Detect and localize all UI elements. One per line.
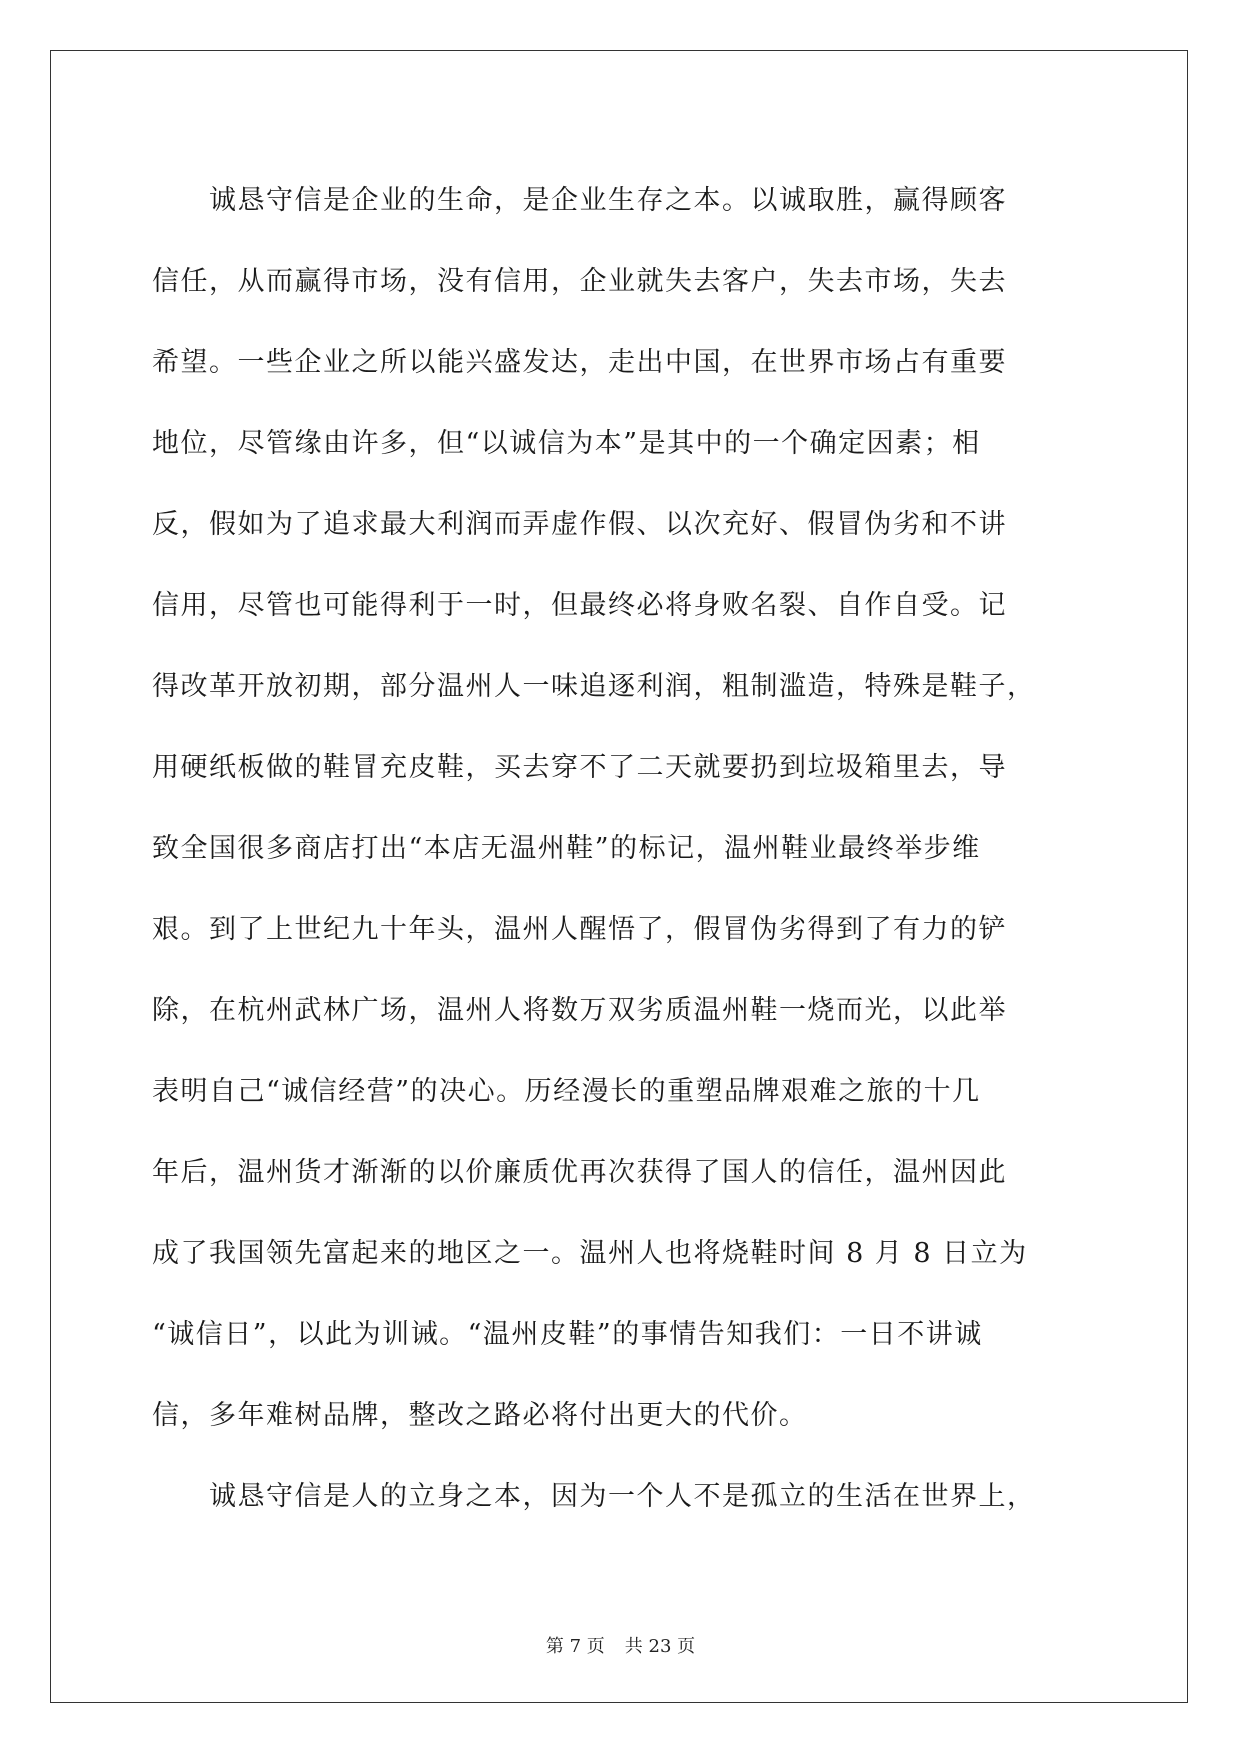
text-line: 表明自己“诚信经营”的决心。历经漫长的重塑品牌艰难之旅的十几 <box>152 1076 981 1107</box>
text-line: 信用，尽管也可能得利于一时，但最终必将身败名裂、自作自受。记 <box>152 590 1007 621</box>
text-line: 用硬纸板做的鞋冒充皮鞋，买去穿不了二天就要扔到垃圾箱里去，导 <box>152 752 1007 783</box>
text-line: 反，假如为了追求最大利润而弄虚作假、以次充好、假冒伪劣和不讲 <box>152 509 1007 540</box>
text-line: 艰。到了上世纪九十年头，温州人醒悟了，假冒伪劣得到了有力的铲 <box>152 914 1007 945</box>
page-number: 第 7 页 <box>545 1636 605 1657</box>
text-line: 成了我国领先富起来的地区之一。温州人也将烧鞋时间 8 月 8 日立为 <box>152 1238 1028 1269</box>
text-line: 年后，温州货才渐渐的以价廉质优再次获得了国人的信任，温州因此 <box>152 1157 1007 1188</box>
document-body <box>152 160 1092 1537</box>
text-line: 信，多年难树品牌，整改之路必将付出更大的代价。 <box>152 1400 808 1431</box>
text-line: “诚信日”，以此为训诫。“温州皮鞋”的事情告知我们：一日不讲诚 <box>152 1319 983 1350</box>
text-line: 致全国很多商店打出“本店无温州鞋”的标记，温州鞋业最终举步维 <box>152 833 981 864</box>
text-line: 希望。一些企业之所以能兴盛发达，走出中国，在世界市场占有重要 <box>152 347 1007 378</box>
text-line: 地位，尽管缘由许多，但“以诚信为本”是其中的一个确定因素；相 <box>152 428 981 459</box>
page-total: 共 23 页 <box>624 1636 696 1657</box>
text-line: 诚恳守信是人的立身之本，因为一个人不是孤立的生活在世界上， <box>152 1481 1036 1512</box>
page-footer <box>0 1632 1241 1658</box>
text-line: 除，在杭州武林广场，温州人将数万双劣质温州鞋一烧而光，以此举 <box>152 995 1007 1026</box>
text-line: 诚恳守信是企业的生命，是企业生存之本。以诚取胜，赢得顾客 <box>152 185 1007 216</box>
text-line: 信任，从而赢得市场，没有信用，企业就失去客户，失去市场，失去 <box>152 266 1007 297</box>
text-line: 得改革开放初期，部分温州人一味追逐利润，粗制滥造，特殊是鞋子， <box>152 671 1036 702</box>
